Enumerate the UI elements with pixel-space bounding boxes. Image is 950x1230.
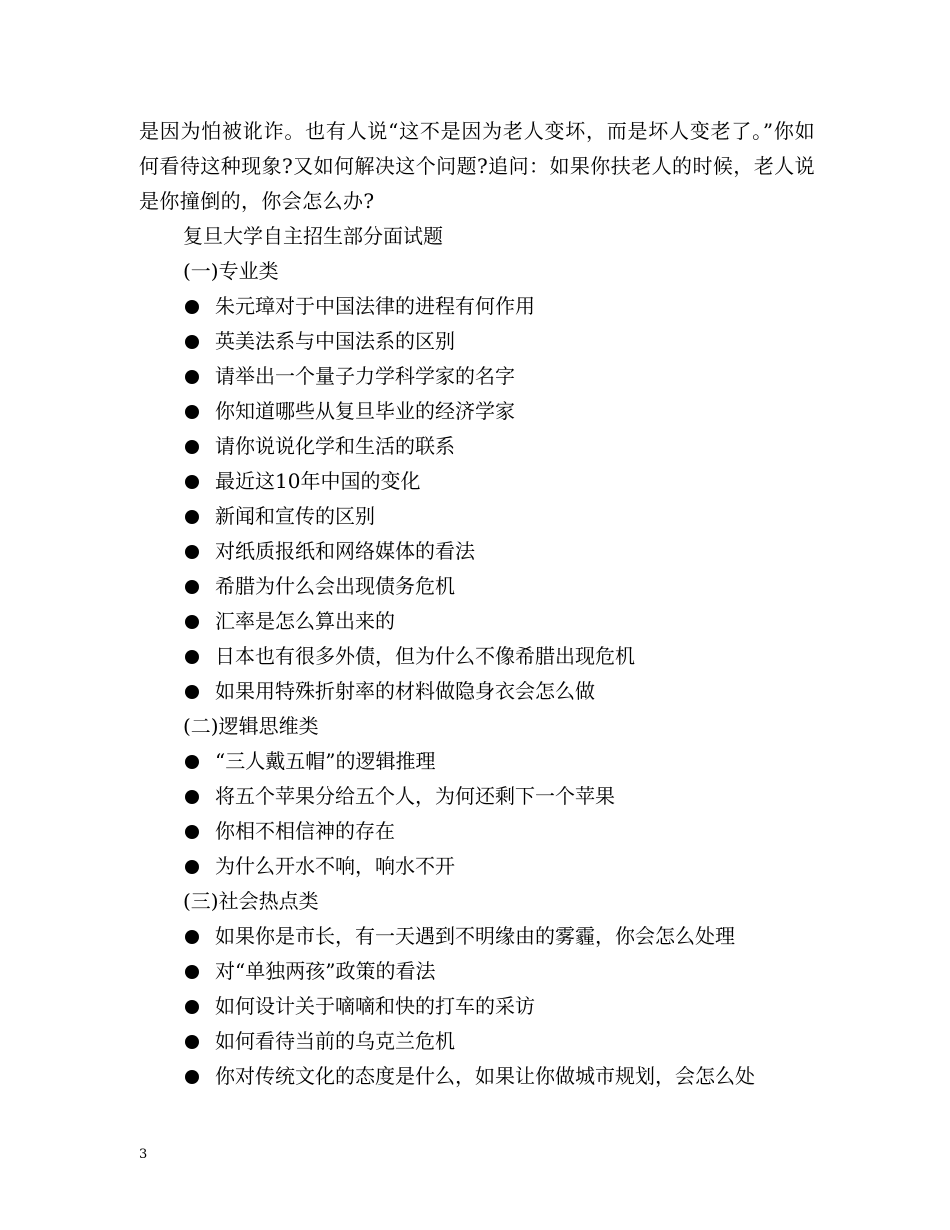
section-title: (二)逻辑思维类 (183, 714, 319, 738)
list-item (139, 394, 815, 429)
list-item (139, 324, 815, 359)
list-item-text: 如何看待当前的乌克兰危机 (215, 1029, 455, 1053)
bullet-icon (185, 335, 199, 349)
bullet-icon (185, 300, 199, 314)
bullet-icon (185, 965, 199, 979)
list-item (139, 744, 815, 779)
bullet-icon (185, 755, 199, 769)
list-item (139, 989, 815, 1024)
bullet-icon (185, 1000, 199, 1014)
list-item (139, 534, 815, 569)
list-item-text: 为什么开水不响，响水不开 (215, 854, 455, 878)
section-heading: 复旦大学自主招生部分面试题 (183, 224, 443, 248)
page-number: 3 (139, 1147, 148, 1162)
list-item (139, 954, 815, 989)
list-item (139, 569, 815, 604)
list-item-text: 如果你是市长，有一天遇到不明缘由的雾霾，你会怎么处理 (215, 924, 735, 948)
list-item (139, 639, 815, 674)
bullet-icon (185, 1035, 199, 1049)
bullet-icon (185, 370, 199, 384)
list-item-text: 对纸质报纸和网络媒体的看法 (215, 539, 475, 563)
list-item-text: 日本也有很多外债，但为什么不像希腊出现危机 (215, 644, 635, 668)
bullet-icon (185, 615, 199, 629)
list-item-text: 你知道哪些从复旦毕业的经济学家 (215, 399, 515, 423)
list-item-text: 如果用特殊折射率的材料做隐身衣会怎么做 (215, 679, 595, 703)
intro-paragraph: 是因为怕被讹诈。也有人说“这不是因为老人变坏，而是坏人变老了。”你如何看待这种现象?又如何解决这个问题?追问：如果你扶老人的时候，老人说是你撞倒的，你会怎么办? (139, 119, 815, 213)
list-item (139, 814, 815, 849)
list-item (139, 1024, 815, 1059)
list-item-text: “三人戴五帽”的逻辑推理 (215, 749, 436, 773)
bullet-icon (185, 930, 199, 944)
list-item-text: 英美法系与中国法系的区别 (215, 329, 455, 353)
list-item-text: 你对传统文化的态度是什么，如果让你做城市规划，会怎么处 (215, 1064, 755, 1088)
list-item-text: 新闻和宣传的区别 (215, 504, 375, 528)
list-item (139, 464, 815, 499)
bullet-icon (185, 685, 199, 699)
bullet-icon (185, 860, 199, 874)
list-item-text: 将五个苹果分给五个人，为何还剩下一个苹果 (215, 784, 615, 808)
bullet-icon (185, 405, 199, 419)
list-item-text: 你相不相信神的存在 (215, 819, 395, 843)
bullet-icon (185, 825, 199, 839)
list-item-text: 请你说说化学和生活的联系 (215, 434, 455, 458)
section-title: (一)专业类 (183, 259, 279, 283)
list-item (139, 849, 815, 884)
list-item-text: 对“单独两孩”政策的看法 (215, 959, 436, 983)
bullet-icon (185, 545, 199, 559)
bullet-icon (185, 790, 199, 804)
bullet-icon (185, 510, 199, 524)
list-item (139, 429, 815, 464)
bullet-icon (185, 440, 199, 454)
section-title: (三)社会热点类 (183, 889, 319, 913)
bullet-icon (185, 580, 199, 594)
list-item-text: 朱元璋对于中国法律的进程有何作用 (215, 294, 535, 318)
list-item (139, 289, 815, 324)
bullet-icon (185, 475, 199, 489)
list-item-text: 最近这10年中国的变化 (215, 469, 421, 493)
list-item (139, 674, 815, 709)
list-item-text: 如何设计关于嘀嘀和快的打车的采访 (215, 994, 535, 1018)
list-item (139, 359, 815, 394)
list-item (139, 1059, 815, 1094)
list-item-text: 请举出一个量子力学科学家的名字 (215, 364, 515, 388)
page-content (139, 114, 815, 1094)
list-item (139, 919, 815, 954)
bullet-icon (185, 1070, 199, 1084)
list-item-text: 汇率是怎么算出来的 (215, 609, 395, 633)
list-item-text: 希腊为什么会出现债务危机 (215, 574, 455, 598)
list-item (139, 604, 815, 639)
list-item (139, 779, 815, 814)
list-item (139, 499, 815, 534)
bullet-icon (185, 650, 199, 664)
